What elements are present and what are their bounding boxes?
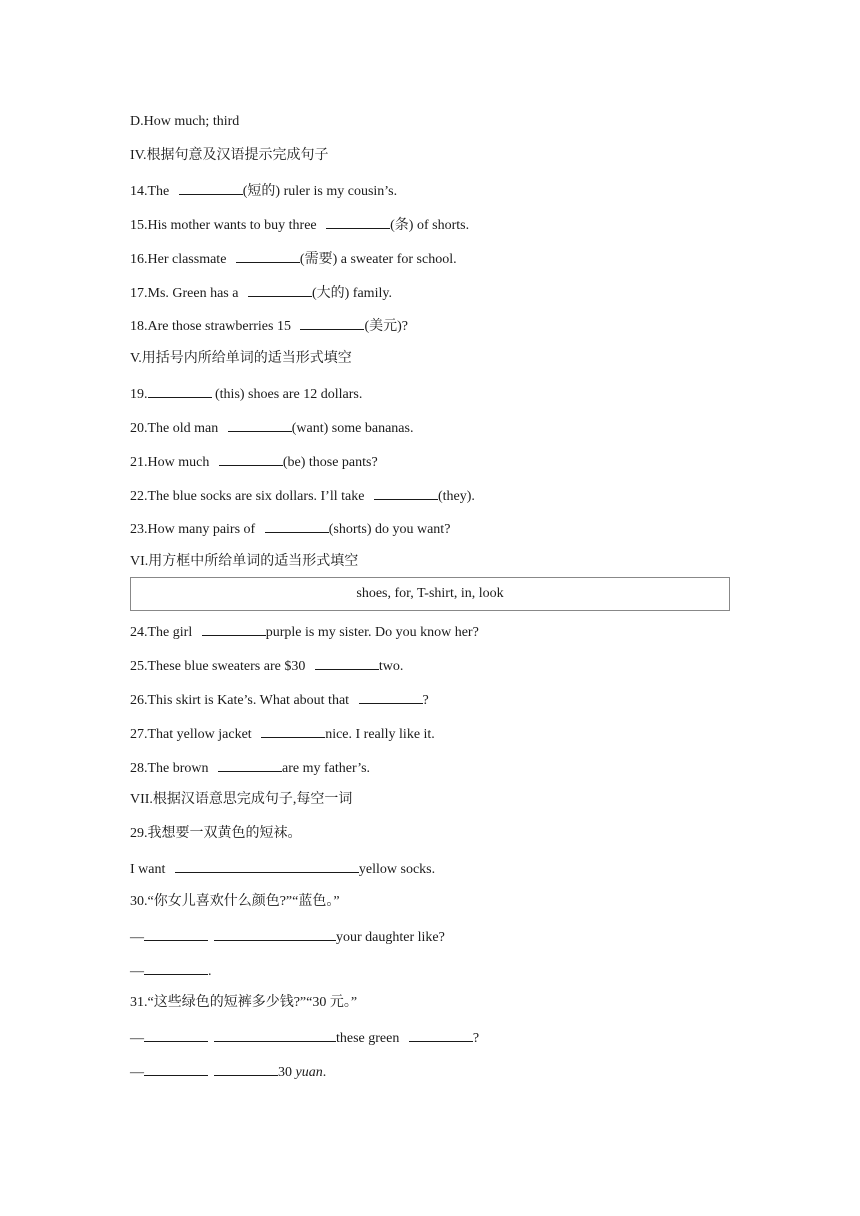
answer-blank[interactable] — [236, 249, 300, 263]
answer-blank[interactable] — [214, 1062, 278, 1076]
question-31-line2: — 30 yuan. — [130, 1062, 326, 1082]
answer-blank[interactable] — [315, 656, 379, 670]
answer-blank[interactable] — [248, 283, 312, 297]
question-30-prompt: 30.“你女儿喜欢什么颜色?”“蓝色。” — [130, 894, 340, 909]
question-25: 25.These blue sweaters are $30 two. — [130, 656, 403, 676]
answer-blank[interactable] — [144, 1062, 208, 1076]
answer-blank[interactable] — [219, 452, 283, 466]
answer-blank[interactable] — [374, 486, 438, 500]
question-30-line1: — your daughter like? — [130, 927, 445, 947]
answer-blank[interactable] — [261, 724, 325, 738]
question-17: 17.Ms. Green has a (大的) family. — [130, 283, 392, 303]
question-29-answer: I want yellow socks. — [130, 859, 435, 879]
word-box — [130, 577, 730, 611]
question-29-prompt: 29.我想要一双黄色的短袜。 — [130, 826, 302, 841]
section-vi-heading: VI.用方框中所给单词的适当形式填空 — [130, 554, 359, 569]
answer-blank[interactable] — [148, 384, 212, 398]
answer-blank[interactable] — [214, 1028, 336, 1042]
question-22: 22.The blue socks are six dollars. I’ll take (they). — [130, 486, 475, 506]
question-24: 24.The girl purple is my sister. Do you know her? — [130, 622, 479, 642]
answer-blank[interactable] — [144, 927, 208, 941]
answer-blank[interactable] — [214, 927, 336, 941]
answer-blank[interactable] — [179, 181, 243, 195]
answer-blank[interactable] — [265, 519, 329, 533]
question-23: 23.How many pairs of (shorts) do you want? — [130, 519, 450, 539]
yuan-word: yuan — [295, 1065, 323, 1080]
question-16: 16.Her classmate (需要) a sweater for school. — [130, 249, 457, 269]
section-vii-heading: VII.根据汉语意思完成句子,每空一词 — [130, 792, 353, 807]
answer-blank[interactable] — [326, 215, 390, 229]
question-26: 26.This skirt is Kate’s. What about that ? — [130, 690, 429, 710]
answer-blank[interactable] — [144, 1028, 208, 1042]
question-14: 14.The (短的) ruler is my cousin’s. — [130, 181, 397, 201]
section-iv-heading: IV.根据句意及汉语提示完成句子 — [130, 148, 329, 163]
answer-blank[interactable] — [228, 418, 292, 432]
answer-blank[interactable] — [202, 622, 266, 636]
question-30-line2: — . — [130, 961, 212, 981]
answer-blank[interactable] — [409, 1028, 473, 1042]
section-v-heading: V.用括号内所给单词的适当形式填空 — [130, 351, 352, 366]
answer-blank[interactable] — [218, 758, 282, 772]
question-31-line1: — these green ? — [130, 1028, 479, 1048]
question-19: 19. (this) shoes are 12 dollars. — [130, 384, 362, 404]
answer-blank[interactable] — [175, 859, 359, 873]
answer-blank[interactable] — [144, 961, 208, 975]
word-box-text: shoes, for, T-shirt, in, look — [356, 586, 504, 601]
question-20: 20.The old man (want) some bananas. — [130, 418, 413, 438]
question-31-prompt: 31.“这些绿色的短裤多少钱?”“30 元。” — [130, 995, 358, 1010]
question-27: 27.That yellow jacket nice. I really like it. — [130, 724, 435, 744]
option-d: D.How much; third — [130, 114, 240, 129]
question-18: 18.Are those strawberries 15 (美元)? — [130, 316, 408, 336]
question-15: 15.His mother wants to buy three (条) of shorts. — [130, 215, 469, 235]
question-28: 28.The brown are my father’s. — [130, 758, 370, 778]
question-21: 21.How much (be) those pants? — [130, 452, 378, 472]
answer-blank[interactable] — [359, 690, 423, 704]
answer-blank[interactable] — [300, 316, 364, 330]
